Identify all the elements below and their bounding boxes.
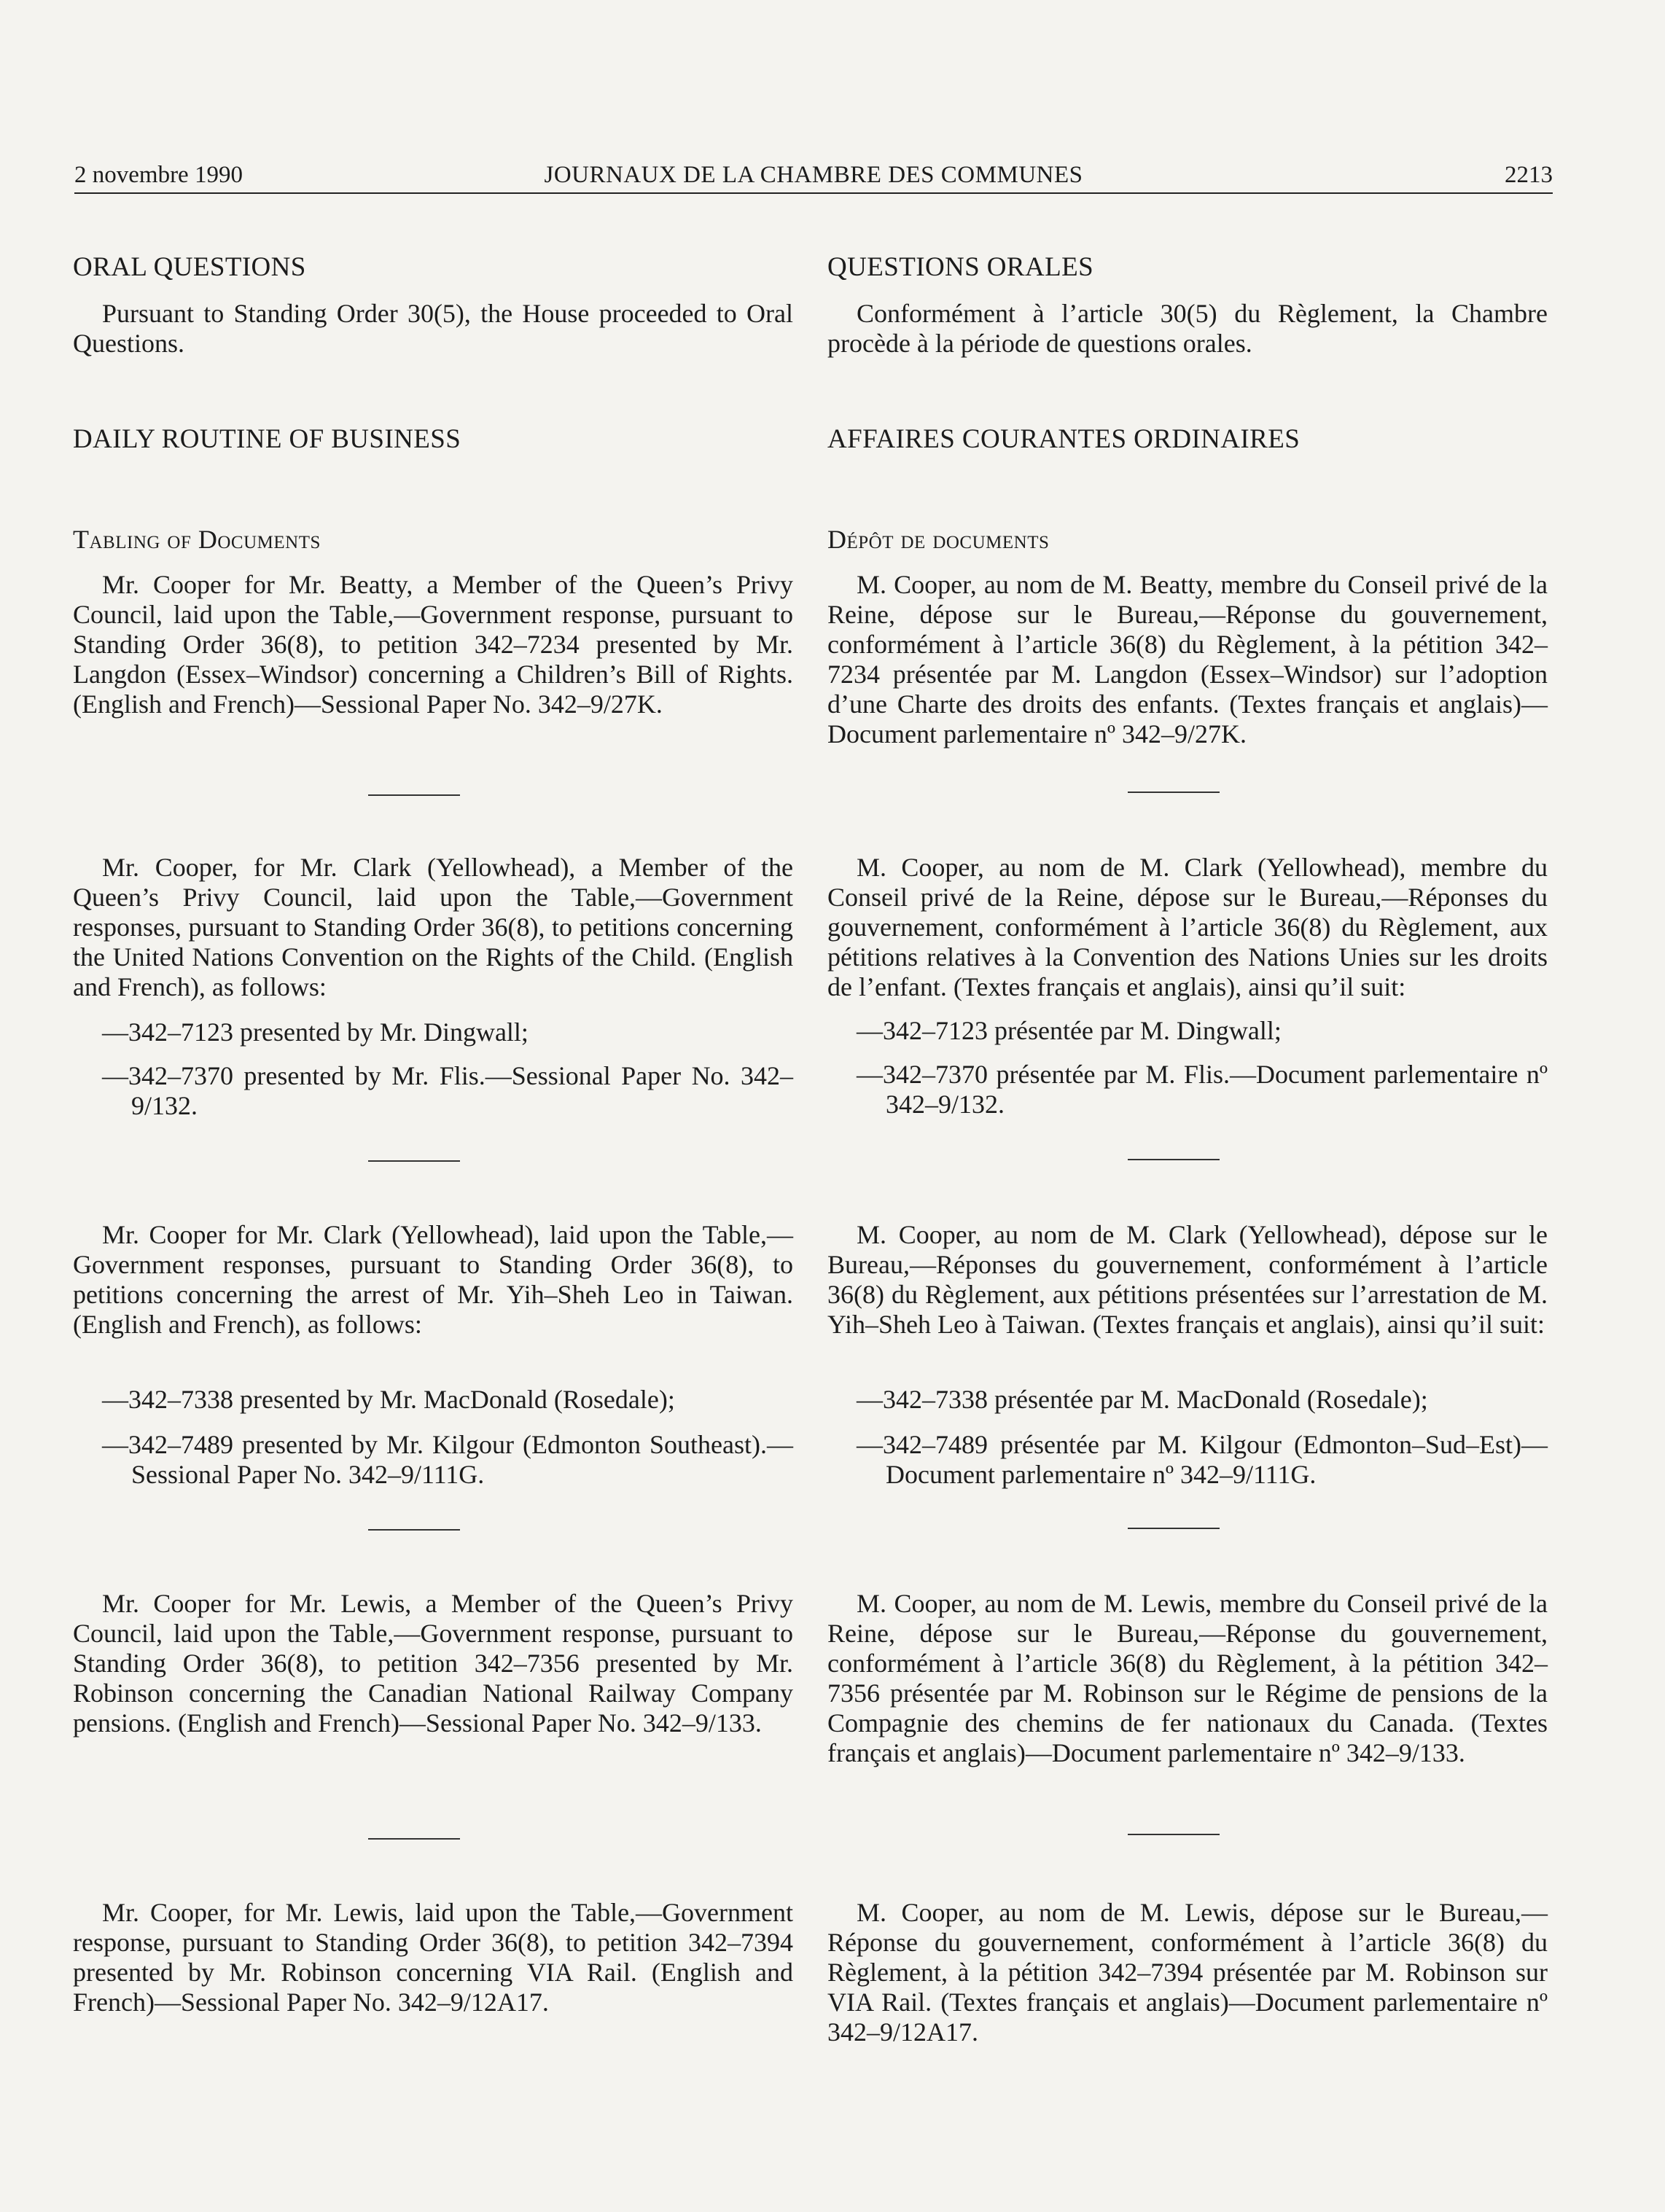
section-separator <box>368 1529 460 1531</box>
list-item: —342–7489 presented by Mr. Kilgour (Edmonton Southeast).—Sessional Paper No. 342–9/111G. <box>102 1430 793 1489</box>
paragraph-item-2: Mr. Cooper, for Mr. Clark (Yellowhead), a Member of the Queen’s Privy Council, laid upon the Table,—Government responses, pursuant to Standing Order 36(8), to petitions concerning the United Nations Convention on the Rights of the Child. (English and French), as follows: <box>73 853 793 1001</box>
tabling-heading: Tabling of Documents <box>73 525 321 554</box>
paragraph-item-1: M. Cooper, au nom de M. Beatty, membre du Conseil privé de la Reine, dépose sur le Bureau,—Réponse du gouvernement, conformément à l’article 36(8) du Règlement, à la pétition 342–7234 présentée par M. Langdon (Essex–Windsor) sur l’adoption d’une Charte des droits des enfants. (Textes français et anglais)—Document parlementaire nº 342–9/27K. <box>827 570 1548 749</box>
section-separator <box>1128 1159 1220 1160</box>
section-separator <box>368 1160 460 1162</box>
oral-questions-text: Conformément à l’article 30(5) du Règlement, la Chambre procède à la période de questions orales. <box>827 299 1548 358</box>
daily-routine-heading: AFFAIRES COURANTES ORDINAIRES <box>827 424 1301 454</box>
paragraph-item-4: Mr. Cooper for Mr. Lewis, a Member of the Queen’s Privy Council, laid upon the Table,—Government response, pursuant to Standing Order 36(8), to petition 342–7356 presented by Mr. Robinson concerning the Canadian National Railway Company pensions. (English and French)—Sessional Paper No. 342–9/133. <box>73 1589 793 1738</box>
section-separator <box>368 1838 460 1840</box>
list-item: —342–7123 presented by Mr. Dingwall; <box>102 1017 529 1047</box>
paragraph-item-5: Mr. Cooper, for Mr. Lewis, laid upon the Table,—Government response, pursuant to Standing Order 36(8), to petition 342–7394 presented by Mr. Robinson concerning VIA Rail. (English and French)—Sessional Paper No. 342–9/12A17. <box>73 1898 793 2017</box>
paragraph-item-4: M. Cooper, au nom de M. Lewis, membre du Conseil privé de la Reine, dépose sur le Bureau,—Réponse du gouvernement, conformément à l’article 36(8) du Règlement, à la pétition 342–7356 présentée par M. Robinson sur le Régime de pensions de la Compagnie des chemins de fer nationaux du Canada. (Textes français et anglais)—Document parlementaire nº 342–9/133. <box>827 1589 1548 1767</box>
header-title: JOURNAUX DE LA CHAMBRE DES COMMUNES <box>544 162 1083 188</box>
paragraph-item-1: Mr. Cooper for Mr. Beatty, a Member of the Queen’s Privy Council, laid upon the Table,—Government response, pursuant to Standing Order 36(8), to petition 342–7234 presented by Mr. Langdon (Essex–Windsor) concerning a Children’s Bill of Rights. (English and French)—Sessional Paper No. 342–9/27K. <box>73 570 793 719</box>
oral-questions-heading: ORAL QUESTIONS <box>73 252 306 282</box>
list-item: —342–7370 présentée par M. Flis.—Document parlementaire nº 342–9/132. <box>857 1060 1548 1119</box>
paragraph-item-3: M. Cooper, au nom de M. Clark (Yellowhead), dépose sur le Bureau,—Réponses du gouvernement, conformément à l’article 36(8) du Règlement, aux pétitions présentées sur l’arrestation de M. Yih–Sheh Leo à Taiwan. (Textes français et anglais), ainsi qu’il suit: <box>827 1220 1548 1339</box>
daily-routine-heading: DAILY ROUTINE OF BUSINESS <box>73 424 461 454</box>
paragraph-item-5: M. Cooper, au nom de M. Lewis, dépose sur le Bureau,—Réponse du gouvernement, conformément à l’article 36(8) du Règlement, à la pétition 342–7394 présentée par M. Robinson sur VIA Rail. (Textes français et anglais)—Document parlementaire nº 342–9/12A17. <box>827 1898 1548 2047</box>
list-item: —342–7338 présentée par M. MacDonald (Rosedale); <box>857 1385 1428 1414</box>
section-separator <box>1128 1834 1220 1835</box>
section-separator <box>368 794 460 796</box>
header-rule <box>74 192 1553 194</box>
paragraph-item-2: M. Cooper, au nom de M. Clark (Yellowhead), membre du Conseil privé de la Reine, dépose sur le Bureau,—Réponses du gouvernement, conformément à l’article 36(8) du Règlement, aux pétitions relatives à la Convention des Nations Unies sur les droits de l’enfant. (Textes français et anglais), ainsi qu’il suit: <box>827 853 1548 1001</box>
section-separator <box>1128 1528 1220 1529</box>
header-date: 2 novembre 1990 <box>74 162 243 188</box>
running-header <box>74 159 1553 191</box>
list-item: —342–7489 présentée par M. Kilgour (Edmonton–Sud–Est)—Document parlementaire nº 342–9/111G. <box>857 1430 1548 1489</box>
paragraph-item-3: Mr. Cooper for Mr. Clark (Yellowhead), laid upon the Table,—Government responses, pursuant to Standing Order 36(8), to petitions concerning the arrest of Mr. Yih–Sheh Leo in Taiwan. (English and French), as follows: <box>73 1220 793 1339</box>
page-number: 2213 <box>1505 162 1553 188</box>
list-item: —342–7370 presented by Mr. Flis.—Sessional Paper No. 342–9/132. <box>102 1061 793 1120</box>
list-item: —342–7123 présentée par M. Dingwall; <box>857 1016 1282 1045</box>
oral-questions-text: Pursuant to Standing Order 30(5), the House proceeded to Oral Questions. <box>73 299 793 358</box>
oral-questions-heading: QUESTIONS ORALES <box>827 252 1094 282</box>
section-separator <box>1128 792 1220 793</box>
list-item: —342–7338 presented by Mr. MacDonald (Rosedale); <box>102 1385 675 1414</box>
tabling-heading: Dépôt de documents <box>827 525 1050 554</box>
